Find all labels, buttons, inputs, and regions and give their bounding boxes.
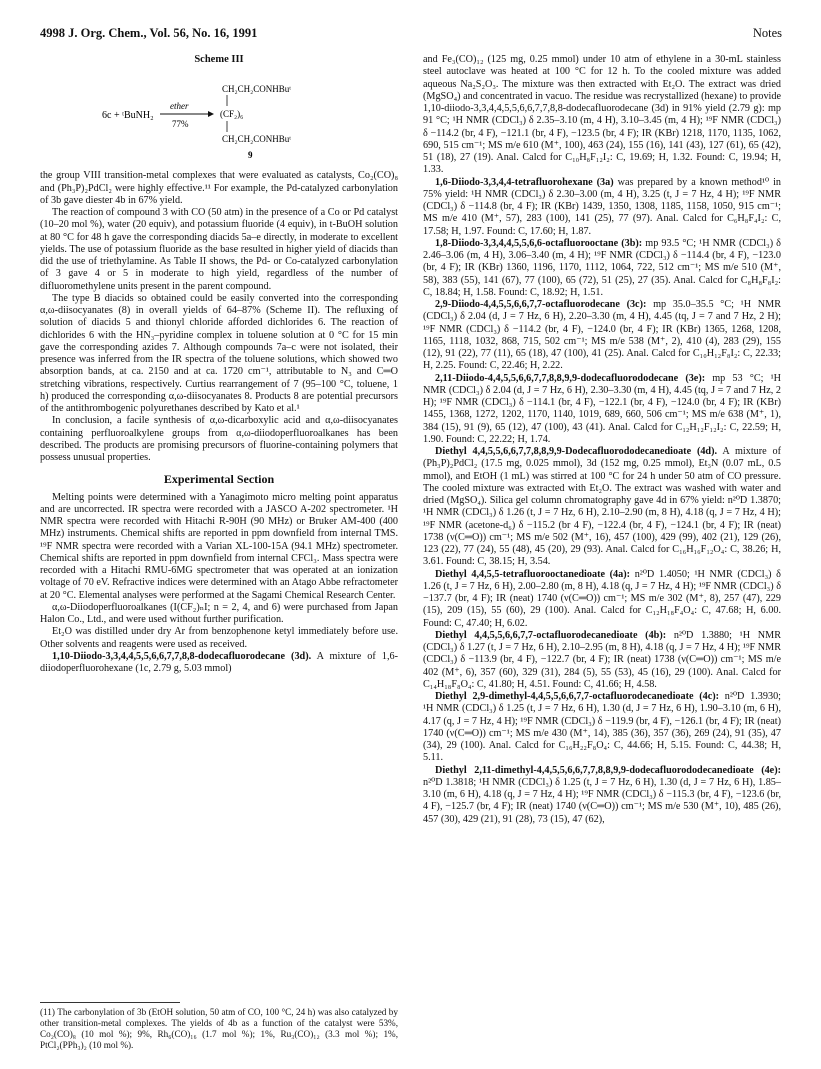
compound-text: A mixture of (Ph₃P)₂PdCl₂ (17.5 mg, 0.025 mmol), 3d (152 mg, 0.25 mmol), Et₃N (0.07 mL, 0.5 mmol), and EtOH (1 mL) was stirred at 100 °C for 24 h under 50 atm of CO pressure. The cooled mixture was extracted with Et₂O. The extract was washed with water and dried (MgSO₄). Silica gel column chromatography gave 4d in 67% yield: n²⁰D 1.3870; ¹H NMR (CDCl₃) δ 1.26 (t, J = 7 Hz, 6 H), 2.10–2.90 (m, 8 H), 4.18 (q, J = 7 Hz, 4 H); ¹⁹F NMR (acetone-d₆) δ −115.2 (br 4 F), −122.4 (br, 4 F), −124.1 (br, 4 F); IR (neat) 1738 (ν(C═O)) cm⁻¹; MS m/e 502 (M⁺, 16), 457 (100), 429 (99), 402 (21), 129 (26), 123 (22), 77 (24), 55 (48), 45 (20), 29 (93). Anal. Calcd for C₁₆H₁₆F₁₂O₄: C, 38.26; H, 3.61. Found: C, 38.15; H, 3.54. [423,446,782,568]
scheme-title: Scheme III [194,54,244,65]
compound-title: 1,8-Diiodo-3,3,4,4,5,5,6,6-octafluorooctane (3b): [435,237,643,249]
right-column [423,54,781,826]
compound-title: Diethyl 4,4,5,5-tetrafluorooctanedioate (4a): [435,568,631,580]
compound-title: Diethyl 2,11-dimethyl-4,4,5,5,6,6,7,7,8,8,9,9-dodecafluorododecanedioate (4e): [435,764,781,776]
compound-text: was prepared by a known method¹⁰ in 75% yield: ¹H NMR (CDCl₃) δ 2.30–3.00 (m, 4 H), 3.25 (t, J = 7 Hz, 4 H); ¹⁹F NMR (CDCl₃) δ −114.8 (br, 4 F); IR (KBr) 1439, 1350, 1308, 1185, 1158, 1050, 915 cm⁻¹; MS m/e 410 (M⁺, 57), 283 (100), 141 (25), 77 (97). Anal. Calcd for C₆H₈F₄I₂: C, 17.58; H, 1.97. Found: C, 17.60; H, 1.87. [423,176,782,237]
scheme-condition-above: ether [170,101,189,112]
paragraph [423,691,781,765]
paragraph: Melting points were determined with a Yanagimoto micro melting point apparatus and are uncorrected. IR spectra were recorded with a JASCO A-202 spectrometer. ¹H NMR spectra were recorded with Hitachi R-90H (90 MHz) or Bruker AM-400 (400 MHz) instruments. Chemical shifts are reported in ppm downfield from internal TMS. ¹⁹F NMR spectra were recorded with a Varian XL-100-15A (94.1 MHz) spectrometer. Chemical shifts are reported in ppm downfield from internal CFCl₃. Mass spectra were recorded with a Hitachi RMU-6MG spectrometer that was operated at an ionization voltage of 70 eV. Refractive indices were determined with an Atago Abbe refractometer at 20 °C. Elemental analyses were performed at the Sagami Chemical Research Center. [40,491,398,601]
paragraph [423,569,781,630]
compound-text: n²⁰D 1.3930; ¹H NMR (CDCl₃) δ 1.25 (t, J = 7 Hz, 6 H), 1.30 (d, J = 7 Hz, 6 H), 1.90–3.10 (m, 6 H), 4.17 (q, J = 7 Hz, 4 H); ¹⁹F NMR (CDCl₃) δ −119.9 (br, 4 F), −126.1 (br, 4 F); IR (neat) 1740 (ν(C═O)) cm⁻¹; MS m/e 430 (M⁺, 14), 385 (36), 357 (36), 269 (24), 91 (35), 47 (34), 29 (100). Anal. Calcd for C₁₆H₂₂F₈O₄: C, 44.66; H, 5.15. Found: C, 44.38; H, 5.11. [423,691,781,764]
product-bottom-chain: CH₂CH₂CONHBuᵗ [222,134,292,145]
scheme-condition-below: 77% [172,119,189,130]
compound-text: n²⁰D 1.4050; ¹H NMR (CDCl₃) δ 1.26 (t, J = 7 Hz, 6 H), 2.00–2.80 (m, 8 H), 4.18 (q, J = 7 Hz, 4 H); ¹⁹F NMR (CDCl₃) δ −137.7 (br, 4 F); IR (neat) 1740 (ν(C═O)) cm⁻¹; MS m/e 302 (M⁺, 8), 257 (47), 229 (15), 209 (15), 55 (60), 29 (100). Anal. Calcd for C₁₂H₁₈F₄O₄: C, 47.68; H, 6.00. Found: C, 47.40; H, 6.02. [423,568,781,629]
compound-title: 2,11-Diiodo-4,4,5,5,6,6,7,7,8,8,9,9-dodecafluorododecane (3e): [435,372,706,384]
paragraph: the group VIII transition-metal complexes that were evaluated as catalysts, Co₂(CO)₈ and (Ph₃P)₂PdCl₂ were highly effective.¹¹ For example, the Pd-catalyzed carbonylation of 3b gave diester 4b in 67% yield. [40,170,398,206]
product-middle-chain: (CF₂)₆ [220,109,244,120]
scheme-diagram [40,70,398,170]
paragraph: α,ω-Diiodoperfluoroalkanes (I(CF₂)ₙI; n = 2, 4, and 6) were purchased from Japan Halon Co., Ltd., and were used without further purification. [40,601,398,625]
compound-text: n²⁰D 1.3818; ¹H NMR (CDCl₃) δ 1.25 (t, J = 7 Hz, 6 H), 1.30 (d, J = 7 Hz, 6 H), 1.85–3.10 (m, 6 H), 4.18 (q, J = 7 Hz, 4 H); ¹⁹F NMR (CDCl₃) δ −115.3 (br, 4 F), −123.6 (br, 4 F), −125.7 (br, 4 F); IR (neat) 1740 (ν(C═O)) cm⁻¹; MS m/e 530 (M⁺, 10), 485 (26), 457 (30), 429 (21), 91 (28), 73 (15), 47 (62), [423,776,781,825]
paragraph: and Fe₃(CO)₁₂ (125 mg, 0.25 mmol) under 10 atm of ethylene in a 30-mL stainless steel autoclave was heated at 100 °C for 12 h. To the cooled mixture was added aqueous Na₂S₂O₃. The mixture was then extracted with Et₂O. The extract was dried (MgSO₄) and concentrated in vacuo. The residue was recrystallized (hexane) to provide 1,10-diiodo-3,3,4,4,5,5,6,6,7,7,8,8-dodecafluorodecane (3d) in 91% yield (2.79 g): mp 91 °C; ¹H NMR (CDCl₃) δ 2.35–3.10 (m, 4 H), 3.10–3.45 (m, 4 H); ¹⁹F NMR (CDCl₃) δ −114.2 (br, 4 F), −121.1 (br, 4 F), −123.5 (br, 4 F); IR (KBr) 1218, 1170, 1135, 1062, 690, 515 cm⁻¹; MS m/e 610 (M⁺, 100), 463 (24), 155 (16), 141 (43), 127 (61), 65 (42), 51 (18), 27 (19). Anal. Calcd for C₁₀H₈F₁₂I₂: C, 19.69; H, 1.32. Found: C, 19.94; H, 1.33. [423,54,781,176]
product-number: 9 [248,150,253,161]
footnote-rule [40,1002,180,1003]
paragraph: The type B diacids so obtained could be easily converted into the corresponding α,ω-diisocyanates (8) in overall yields of 64–87% (Scheme II). The refluxing of solution of diacids 5 and thionyl chloride afforded dichlorides 6. The reaction of dichlorides 6 with the HN₃–pyridine complex in toluene solution at 0 °C for 15 min gave the corresponding azides 7. Although compounds 7a–c were not isolated, their presence was inferred from the IR spectra of the toluene solutions, which showed two absorption bands, at ca. 2150 and at ca. 1720 cm⁻¹, attributable to N₃ and C═O stretching vibrations, respectively. Curtius rearrangement of 7 (95–100 °C, toluene, 1 h) produced the corresponding α,ω-diisocyanates 8. Products 8 are potential precursors of the antithrombogenic polyurethanes described by Kato et al.¹ [40,292,398,414]
scheme-reactants: 6c + ᵗBuNH₂ [102,110,154,122]
compound-text: n²⁰D 1.3880; ¹H NMR (CDCl₃) δ 1.27 (t, J = 7 Hz, 6 H), 2.10–2.95 (m, 8 H), 4.18 (q, J = 7 Hz, 4 H); ¹⁹F NMR (CDCl₃) δ −113.9 (br, 4 F), −122.7 (br, 4 F); IR (neat) 1738 (ν(C═O)) cm⁻¹; MS m/e 402 (M⁺, 6), 357 (60), 329 (31), 284 (5), 55 (53), 45 (16), 29 (100). Anal. Calcd for C₁₄H₁₈F₈O₄: C, 41.80; H, 4.51. Found: C, 41.66; H, 4.58. [423,629,781,690]
product-top-chain: CH₂CH₂CONHBuᵗ [222,84,292,95]
compound-title: 2,9-Diiodo-4,4,5,5,6,6,7,7-octafluorodecane (3c): [435,299,647,310]
compound-title: 1,10-Diiodo-3,3,4,4,5,5,6,6,7,7,8,8-dodecafluorodecane (3d). [52,650,312,662]
compound-text: mp 93.5 °C; ¹H NMR (CDCl₃) δ 2.46–3.06 (m, 4 H), 3.06–3.40 (m, 4 H); ¹⁹F NMR (CDCl₃) δ −114.4 (br, 4 F), −123.0 (br, 4 F); IR (KBr) 1360, 1196, 1170, 1112, 1064, 722, 512 cm⁻¹; MS m/e 510 (M⁺, 58), 383 (55), 141 (67), 77 (100), 65 (72), 51 (25), 27 (35). Anal. Calcd for C₈H₈F₈I₂: C, 18.84; H, 1.58. Found: C, 18.92; H, 1.51. [423,237,781,298]
compound-title: Diethyl 4,4,5,5,6,6,7,7,8,8,9,9-Dodecafluorododecanedioate (4d). [435,446,718,457]
paragraph: In conclusion, a facile synthesis of α,ω-dicarboxylic acid and α,ω-diisocyanates containing perfluoroalkylene groups from α,ω-diiodoperfluoroalkanes has been described. The products are promising precursors of fluorine-containing polymers that possess unusual properties. [40,415,398,463]
paragraph [423,630,781,691]
paragraph [423,299,781,373]
footnote-text: (11) The carbonylation of 3b (EtOH solution, 50 atm of CO, 100 °C, 24 h) was also catalyzed by other transition-metal complexes. The yields of 4b as a function of the catalyst were 53%, Co₂(CO)₈ (10 mol %); 9%, Rh₆(CO)₁₆ (1.7 mol %); 1%, Ru₃(CO)₁₂ (3.3 mol %); 1%, PtCl₂(PPh₃)₂ (10 mol %). [40,1007,398,1050]
compound-title: Diethyl 2,9-dimethyl-4,4,5,5,6,6,7,7-octafluorodecanedioate (4c): [435,691,720,702]
paragraph: The reaction of compound 3 with CO (50 atm) in the presence of a Co or Pd catalyst (10–20 mol %), water (20 equiv), and potassium fluoride (4 equiv), in t-BuOH solution at 80 °C for 48 h gave the corresponding diacids 5a–e directly, in moderate to excellent yields. The use of potassium fluoride as the base resulted in higher yield of diacids than did the use of triethylamine. As Table II shows, the Pd- or Co-catalyzed carbonylation of 3 gave 4 or 5 in moderate to high yield, regardless of the number of difluoromethylene units present in the parent compound. [40,207,398,292]
footnote [40,1002,398,1051]
paragraph [423,177,781,238]
scheme-svg [40,70,398,170]
running-header [40,26,782,44]
compound-text: A mixture of 1,6-diiodoperfluorohexane (1c, 2.79 g, 5.03 mmol) [40,650,398,674]
compound-text: mp 35.0–35.5 °C; ¹H NMR (CDCl₃) δ 2.04 (d, J = 7 Hz, 6 H), 2.20–3.30 (m, 4 H), 4.45 (tq, J = 7 and 7 Hz, 2 H); ¹⁹F NMR (CDCl₃) δ −114.2 (br, 4 F), −124.0 (br, 4 F); IR (KBr) 1365, 1268, 1208, 1165, 1118, 1032, 868, 715, 502 cm⁻¹; MS m/e 538 (M⁺, 2), 410 (4), 283 (29), 155 (12), 91 (22), 77 (11), 65 (18), 47 (100), 41 (25). Anal. Calcd for C₁₀H₁₂F₈I₂: C, 22.33; H, 2.25. Found: C, 22.46; H, 2.22. [423,299,781,372]
section-label: Notes [752,26,782,40]
paragraph [423,373,781,447]
paragraph [423,238,781,299]
journal-citation: 4998 J. Org. Chem., Vol. 56, No. 16, 1991 [40,26,258,40]
compound-title: 1,6-Diiodo-3,3,4,4-tetrafluorohexane (3a) [435,176,614,188]
paragraph [423,446,781,569]
reaction-arrow-head [208,111,214,117]
section-heading: Experimental Section [163,472,275,487]
left-column [40,54,398,675]
paragraph: Et₂O was distilled under dry Ar from benzophenone ketyl immediately before use. Other solvents and reagents were used as received. [40,626,398,650]
paragraph [40,651,398,676]
paragraph [423,765,781,826]
compound-title: Diethyl 4,4,5,5,6,6,7,7-octafluorodecanedioate (4b): [435,629,667,641]
compound-text: mp 53 °C; ¹H NMR (CDCl₃) δ 2.04 (d, J = 7 Hz, 6 H), 2.30–3.30 (m, 4 H), 4.45 (tq, J = 7 and 7 Hz, 2 H); ¹⁹F NMR (CDCl₃) δ −114.1 (br, 4 F), −122.1 (br, 4 F), −124.0 (br, 4 F); IR (KBr) 1455, 1368, 1272, 1202, 1170, 1140, 1019, 689, 660, 506 cm⁻¹; MS m/e 638 (M⁺, 1), 384 (15), 91 (9), 65 (12), 47 (100), 43 (41). Anal. Calcd for C₁₂H₁₂F₁₂I₂: C, 22.59; H, 1.90. Found: C, 22.22; H, 1.74. [423,372,781,445]
